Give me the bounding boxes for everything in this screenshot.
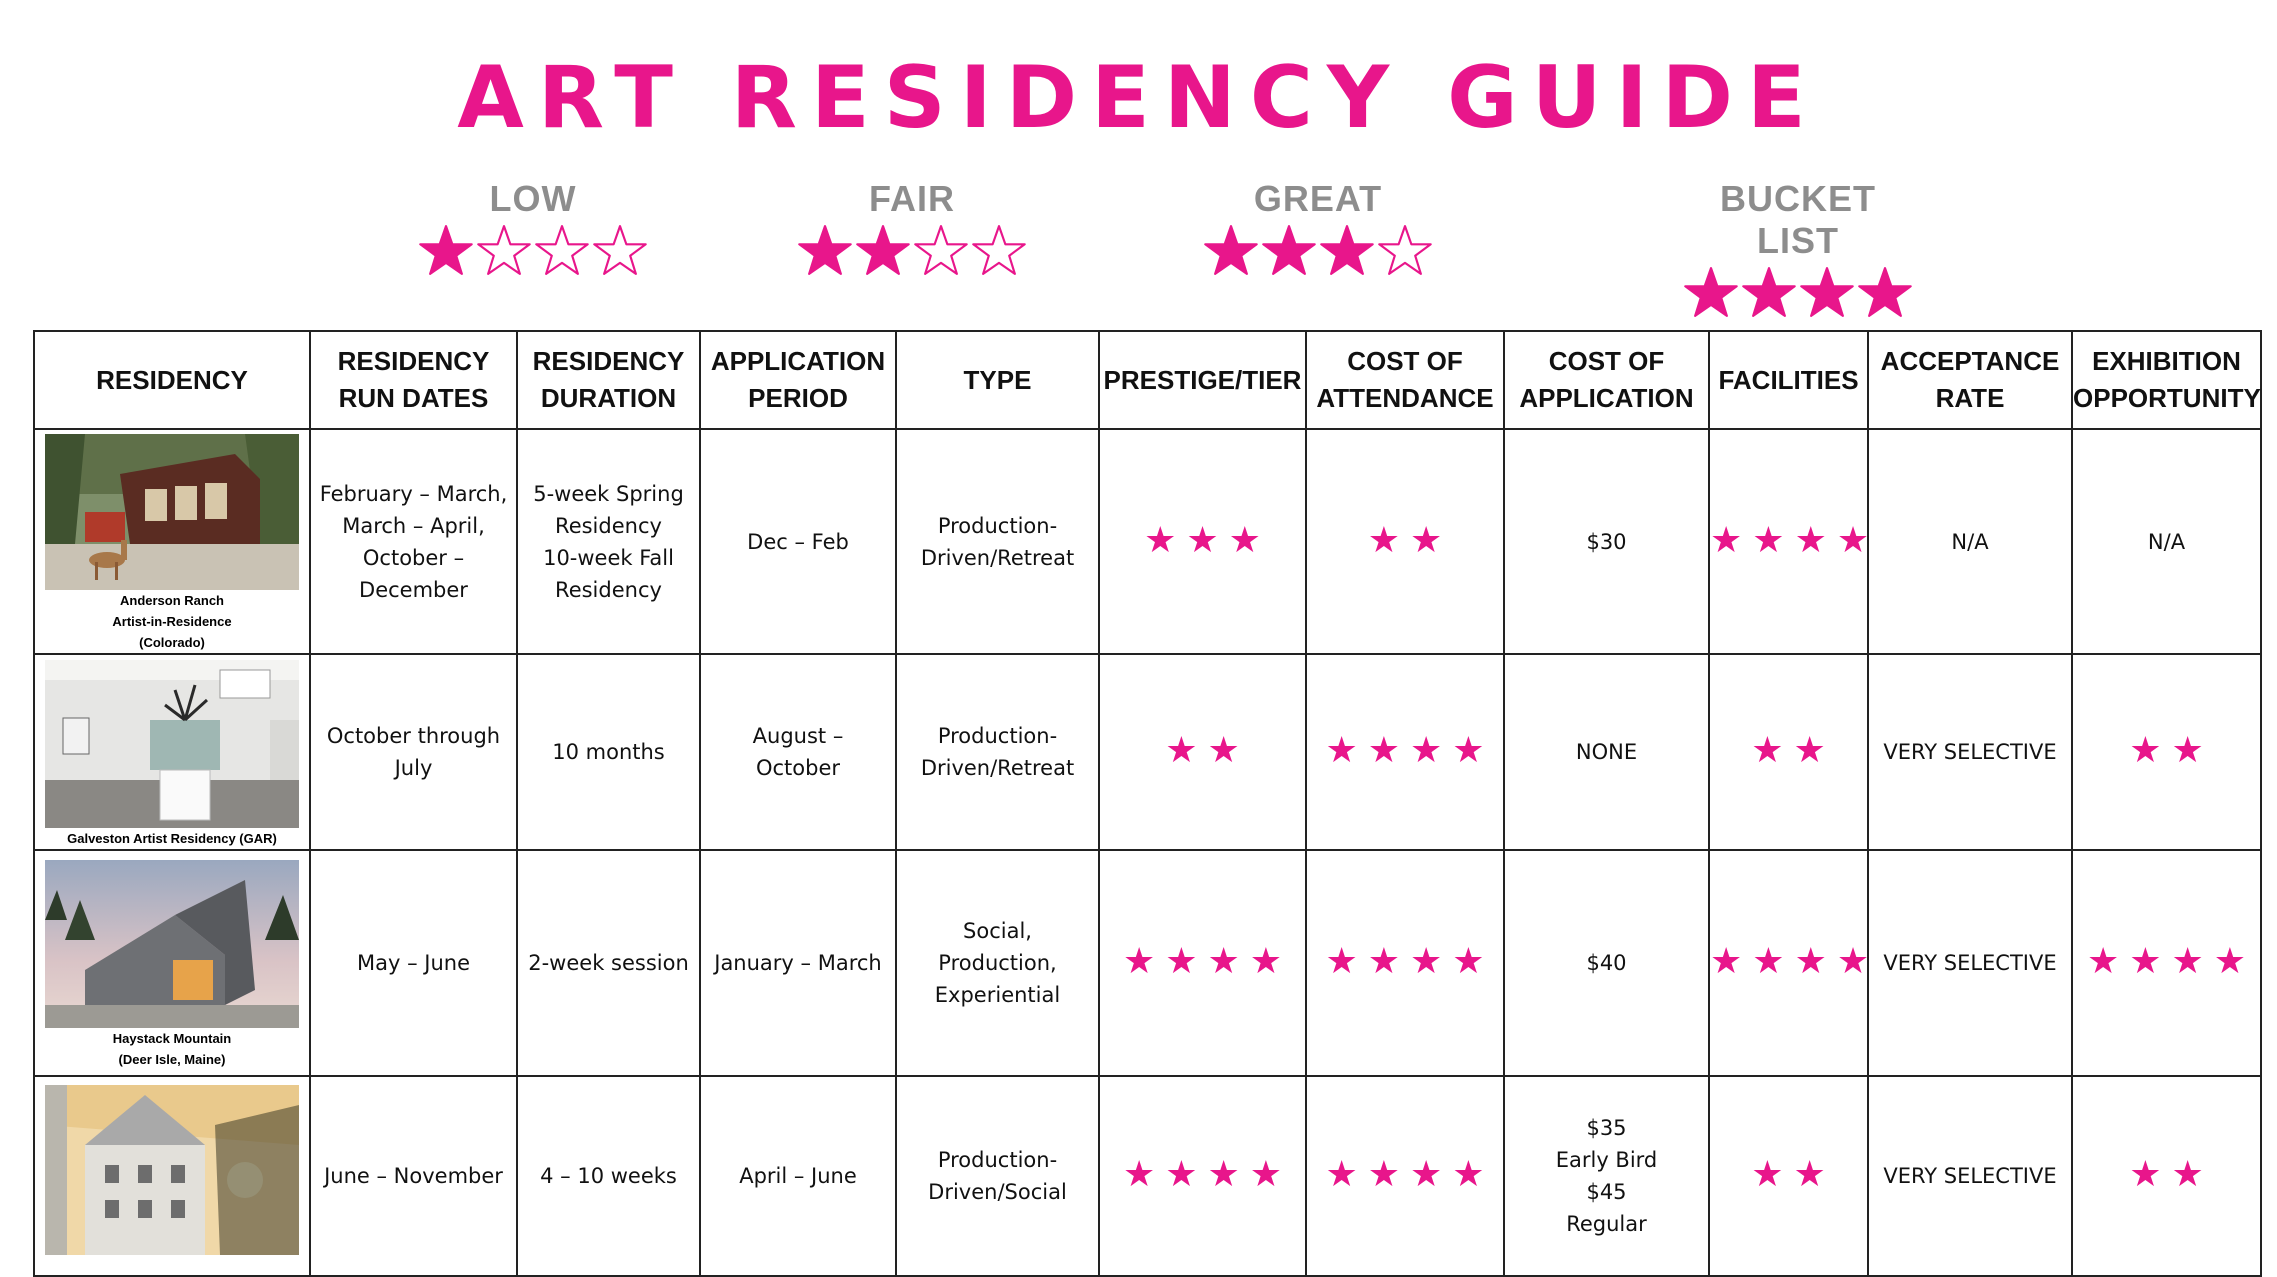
application-period-cell: August – October [700,654,896,850]
type-cell: Production- Driven/Retreat [896,429,1099,654]
star-filled-icon: ★ [1793,1154,1826,1195]
legend-low [418,178,648,278]
star-outline-icon [914,224,968,278]
star-filled-icon: ★ [1410,941,1443,982]
table-row [34,654,2261,850]
star-rating [1165,730,1240,771]
star-filled-icon [856,224,910,278]
facilities-cell [1709,654,1868,850]
star-filled-icon: ★ [2171,730,2204,771]
star-filled-icon: ★ [1367,1154,1400,1195]
header-application-period: APPLICATION PERIOD [700,331,896,429]
page-title: ART RESIDENCY GUIDE [457,48,1820,148]
cost-application-cell: $30 [1504,429,1709,654]
star-filled-icon: ★ [1367,730,1400,771]
star-filled-icon: ★ [1452,941,1485,982]
table-row [34,429,2261,654]
facilities-cell [1709,1076,1868,1276]
legend-label: LOW [489,178,577,219]
star-outline-icon [972,224,1026,278]
residency-name: Anderson Ranch Artist-in-Residence (Colorado) [112,593,232,650]
star-filled-icon: ★ [1751,730,1784,771]
star-filled-icon [1858,266,1912,320]
star-filled-icon: ★ [1367,941,1400,982]
legend-great [1203,178,1433,278]
haystack-photo [45,860,299,1028]
star-filled-icon: ★ [1122,1154,1156,1195]
star-filled-icon: ★ [1249,941,1283,982]
run-dates-cell: October through July [310,654,517,850]
star-filled-icon [798,224,852,278]
exhibition-cell: N/A [2072,429,2261,654]
run-dates-cell: June – November [310,1076,517,1276]
legend-label: BUCKET LIST [1720,178,1876,261]
type-cell: Production- Driven/Retreat [896,654,1099,850]
application-period-cell: January – March [700,850,896,1076]
residency-cell [34,850,310,1076]
galveston-photo [45,660,299,828]
acceptance-cell: VERY SELECTIVE [1868,654,2072,850]
star-filled-icon: ★ [1410,1154,1443,1195]
star-rating [1144,519,1261,561]
table-row [34,850,2261,1076]
residency-table [33,330,2262,1277]
star-filled-icon: ★ [1752,941,1785,982]
star-rating [2129,1154,2204,1195]
star-filled-icon: ★ [1452,1154,1485,1195]
prestige-cell [1099,850,1306,1076]
table-row [34,1076,2261,1276]
legend-label: FAIR [868,178,955,219]
star-filled-icon: ★ [2171,941,2204,982]
star-rating [1710,941,1870,982]
cost-application-cell: $35 Early Bird $45 Regular [1504,1076,1709,1276]
star-filled-icon: ★ [2086,941,2120,982]
star-filled-icon [1742,266,1796,320]
prestige-cell [1099,1076,1306,1276]
header-cost-application: COST OF APPLICATION [1504,331,1709,429]
residency-photo [45,660,299,828]
star-filled-icon: ★ [1793,730,1826,771]
star-filled-icon: ★ [1752,519,1785,561]
facilities-cell [1709,850,1868,1076]
duration-cell: 10 months [517,654,700,850]
residency-cell [34,654,310,850]
acceptance-cell: VERY SELECTIVE [1868,850,2072,1076]
star-outline-icon [477,224,531,278]
star-filled-icon [1800,266,1854,320]
cost-attendance-cell [1306,1076,1504,1276]
star-filled-icon: ★ [1410,730,1443,771]
star-outline-icon [1378,224,1432,278]
header-residency: RESIDENCY [34,331,310,429]
star-filled-icon: ★ [2129,941,2162,982]
header-exhibition: EXHIBITION OPPORTUNITY [2072,331,2261,429]
star-filled-icon [419,224,473,278]
residency-cell [34,429,310,654]
cost-application-cell: NONE [1504,654,1709,850]
star-filled-icon: ★ [1207,941,1240,982]
legend-label: GREAT [1253,178,1383,219]
run-dates-cell: May – June [310,850,517,1076]
star-filled-icon: ★ [1710,519,1743,561]
star-outline-icon [535,224,589,278]
star-rating [1122,1154,1283,1195]
star-rating [1325,730,1485,771]
mill-building-photo [45,1085,299,1255]
star-filled-icon: ★ [1452,730,1485,771]
star-rating [2086,941,2247,982]
star-filled-icon: ★ [1144,519,1177,561]
star-filled-icon: ★ [1410,519,1443,561]
star-rating [1710,519,1870,561]
header-facilities: FACILITIES [1709,331,1868,429]
star-filled-icon: ★ [2213,941,2247,982]
star-filled-icon: ★ [1228,519,1261,561]
legend-stars [1203,224,1433,278]
header-prestige: PRESTIGE/TIER [1099,331,1306,429]
residency-photo [45,860,299,1028]
star-filled-icon: ★ [1751,1154,1784,1195]
prestige-cell [1099,654,1306,850]
header-run-dates: RESIDENCY RUN DATES [310,331,517,429]
star-rating [1325,1154,1485,1195]
star-filled-icon: ★ [1325,1154,1358,1195]
star-filled-icon [1684,266,1738,320]
run-dates-cell: February – March, March – April, October – December [310,429,517,654]
cost-attendance-cell [1306,850,1504,1076]
star-filled-icon [1262,224,1316,278]
acceptance-cell: VERY SELECTIVE [1868,1076,2072,1276]
star-rating [1325,941,1485,982]
exhibition-cell [2072,654,2261,850]
legend-stars [418,224,648,278]
star-filled-icon: ★ [2171,1154,2204,1195]
application-period-cell: Dec – Feb [700,429,896,654]
anderson-ranch-photo [45,434,299,590]
cost-attendance-cell [1306,654,1504,850]
star-filled-icon: ★ [1836,519,1870,561]
star-filled-icon: ★ [1710,941,1743,982]
residency-photo [45,434,299,590]
header-type: TYPE [896,331,1099,429]
star-rating [1751,1154,1826,1195]
star-filled-icon: ★ [1207,730,1240,771]
star-outline-icon [593,224,647,278]
star-filled-icon: ★ [1249,1154,1283,1195]
header-cost-attendance: COST OF ATTENDANCE [1306,331,1504,429]
star-filled-icon: ★ [1122,941,1156,982]
header-acceptance: ACCEPTANCE RATE [1868,331,2072,429]
legend-fair [797,178,1027,278]
type-cell: Production- Driven/Social [896,1076,1099,1276]
duration-cell: 5-week Spring Residency 10-week Fall Residency [517,429,700,654]
residency-name: Haystack Mountain (Deer Isle, Maine) [112,1031,232,1067]
cost-application-cell: $40 [1504,850,1709,1076]
application-period-cell: April – June [700,1076,896,1276]
star-filled-icon: ★ [1325,730,1358,771]
star-filled-icon: ★ [1794,519,1827,561]
prestige-cell [1099,429,1306,654]
star-filled-icon: ★ [1186,519,1219,561]
star-filled-icon: ★ [1165,941,1198,982]
star-filled-icon: ★ [1165,730,1198,771]
star-filled-icon [1320,224,1374,278]
header-duration: RESIDENCY DURATION [517,331,700,429]
duration-cell: 2-week session [517,850,700,1076]
legend-bucket-list [1683,178,1913,320]
star-filled-icon: ★ [1367,519,1400,561]
star-rating [1122,941,1283,982]
star-filled-icon: ★ [1325,941,1358,982]
residency-name: Galveston Artist Residency (GAR) [67,830,277,846]
exhibition-cell [2072,1076,2261,1276]
star-rating [1751,730,1826,771]
star-rating [2129,730,2204,771]
facilities-cell [1709,429,1868,654]
acceptance-cell: N/A [1868,429,2072,654]
type-cell: Social, Production, Experiential [896,850,1099,1076]
star-filled-icon: ★ [1836,941,1870,982]
star-filled-icon: ★ [2129,730,2162,771]
star-filled-icon: ★ [1165,1154,1198,1195]
star-rating [1367,519,1443,561]
residency-photo [45,1085,299,1255]
cost-attendance-cell [1306,429,1504,654]
star-filled-icon: ★ [1794,941,1827,982]
star-filled-icon: ★ [1207,1154,1240,1195]
star-filled-icon: ★ [2129,1154,2162,1195]
legend-stars [1683,266,1913,320]
exhibition-cell [2072,850,2261,1076]
duration-cell: 4 – 10 weeks [517,1076,700,1276]
star-filled-icon [1204,224,1258,278]
residency-cell [34,1076,310,1276]
legend-stars [797,224,1027,278]
header-row [34,331,2261,429]
